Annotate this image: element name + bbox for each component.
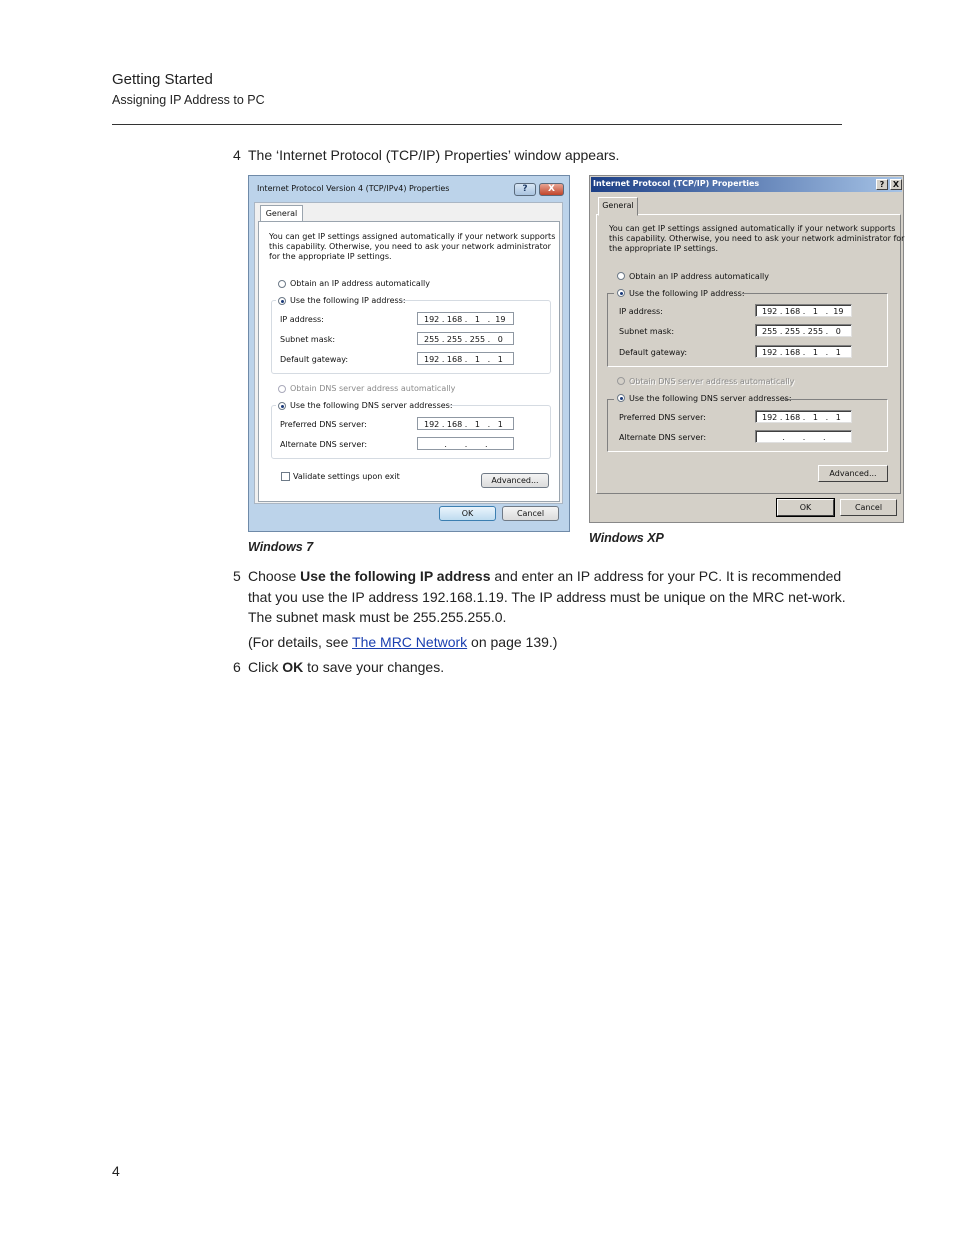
step-6-bold: OK (282, 659, 304, 675)
step-5-post: and enter an IP address for your PC. It is recommended that you use the IP address 192.168.1.19. The IP address must be unique on the MRC net-work. The subnet mask must be 255.255.255.0. (248, 568, 846, 625)
page-number: 4 (112, 1163, 120, 1179)
radio-auto-dns[interactable] (617, 377, 625, 385)
ip-address-label: IP address: (619, 307, 663, 316)
ip-address-field[interactable]: 192 . 168 . 1 . 19 (755, 304, 852, 317)
winxp-titlebar (591, 177, 902, 192)
radio-manual-dns[interactable] (278, 402, 286, 410)
close-button[interactable]: X (890, 179, 902, 190)
radio-auto-dns-label: Obtain DNS server address automatically (629, 377, 795, 386)
alternate-dns-label: Alternate DNS server: (619, 433, 707, 442)
alternate-dns-field[interactable]: . . . (755, 430, 852, 443)
step-6-number: 6 (233, 659, 241, 675)
ok-button[interactable]: OK (439, 506, 496, 521)
validate-checkbox[interactable] (281, 472, 290, 481)
step-6-post: to save your changes. (303, 659, 445, 675)
step-5-pre: Choose (248, 568, 301, 584)
radio-manual-ip[interactable] (278, 297, 286, 305)
intro-line-1: You can get IP settings assigned automatically if your network supports (269, 232, 556, 241)
winxp-general-panel (596, 214, 905, 494)
gateway-label: Default gateway: (280, 355, 349, 364)
radio-manual-ip[interactable] (617, 289, 625, 297)
winxp-dialog (589, 175, 904, 523)
validate-checkbox-label: Validate settings upon exit (293, 472, 400, 481)
chapter-title: Getting Started (112, 71, 213, 88)
radio-auto-dns[interactable] (278, 385, 286, 393)
section-title: Assigning IP Address to PC (112, 93, 265, 107)
gateway-field[interactable]: 192 . 168 . 1 . 1 (755, 345, 852, 358)
gateway-field[interactable]: 192 . 168 . 1 . 1 (417, 352, 514, 365)
cancel-button[interactable]: Cancel (840, 499, 897, 516)
gateway-label: Default gateway: (619, 348, 688, 357)
caption-winxp: Windows XP (589, 531, 664, 545)
cancel-button[interactable]: Cancel (502, 506, 559, 521)
radio-auto-ip[interactable] (617, 272, 625, 280)
alternate-dns-label: Alternate DNS server: (280, 440, 368, 449)
advanced-button[interactable]: Advanced... (818, 465, 888, 482)
details-pre: (For details, see (248, 634, 353, 650)
winxp-title: Internet Protocol (TCP/IP) Properties (593, 179, 760, 188)
ip-address-label: IP address: (280, 315, 324, 324)
tab-general[interactable]: General (260, 205, 303, 222)
radio-manual-dns[interactable] (617, 394, 625, 402)
radio-manual-ip-label: Use the following IP address: (290, 296, 406, 305)
subnet-mask-label: Subnet mask: (619, 327, 675, 336)
step-4-number: 4 (233, 147, 241, 163)
step-5-text (248, 566, 848, 628)
radio-auto-dns-label: Obtain DNS server address automatically (290, 384, 456, 393)
intro-line-1: You can get IP settings assigned automatically if your network supports (609, 224, 896, 233)
intro-line-3: the appropriate IP settings. (609, 244, 719, 253)
caption-win7: Windows 7 (248, 540, 314, 554)
step-4-text: The ‘Internet Protocol (TCP/IP) Properties’ window appears. (248, 147, 620, 163)
preferred-dns-label: Preferred DNS server: (619, 413, 706, 422)
help-button[interactable]: ? (514, 183, 536, 196)
close-button[interactable]: X (539, 183, 564, 196)
radio-manual-ip-label: Use the following IP address: (629, 289, 745, 298)
mrc-network-link[interactable]: The MRC Network (352, 634, 468, 650)
win7-general-panel (258, 221, 560, 502)
radio-auto-ip-label: Obtain an IP address automatically (629, 272, 770, 281)
subnet-mask-field[interactable]: 255 . 255 . 255 . 0 (417, 332, 514, 345)
win7-title: Internet Protocol Version 4 (TCP/IPv4) Properties (257, 184, 450, 193)
dns-group (271, 405, 551, 459)
advanced-button[interactable]: Advanced... (481, 473, 549, 488)
subnet-mask-field[interactable]: 255 . 255 . 255 . 0 (755, 324, 852, 337)
step-5-bold: Use the following IP address (300, 568, 491, 584)
details-post: on page 139.) (467, 634, 558, 650)
tab-general[interactable]: General (598, 197, 638, 216)
step-5-number: 5 (233, 568, 241, 584)
preferred-dns-label: Preferred DNS server: (280, 420, 367, 429)
step-6-text (248, 657, 444, 678)
radio-manual-dns-label: Use the following DNS server addresses: (629, 394, 792, 403)
step-5-details (248, 632, 557, 653)
ok-button[interactable]: OK (777, 499, 834, 516)
intro-line-2: this capability. Otherwise, you need to ask your network administrator for (609, 234, 905, 243)
win7-dialog (248, 175, 570, 532)
alternate-dns-field[interactable]: . . . (417, 437, 514, 450)
radio-auto-ip-label: Obtain an IP address automatically (290, 279, 431, 288)
header-rule (112, 124, 842, 125)
radio-manual-dns-label: Use the following DNS server addresses: (290, 401, 453, 410)
step-6-pre: Click (248, 659, 283, 675)
help-button[interactable]: ? (876, 179, 888, 190)
subnet-mask-label: Subnet mask: (280, 335, 336, 344)
ip-address-field[interactable]: 192 . 168 . 1 . 19 (417, 312, 514, 325)
preferred-dns-field[interactable]: 192 . 168 . 1 . 1 (755, 410, 852, 423)
preferred-dns-field[interactable]: 192 . 168 . 1 . 1 (417, 417, 514, 430)
intro-line-2: this capability. Otherwise, you need to ask your network administrator (269, 242, 551, 251)
intro-line-3: for the appropriate IP settings. (269, 252, 392, 261)
dns-group (607, 399, 888, 452)
radio-auto-ip[interactable] (278, 280, 286, 288)
